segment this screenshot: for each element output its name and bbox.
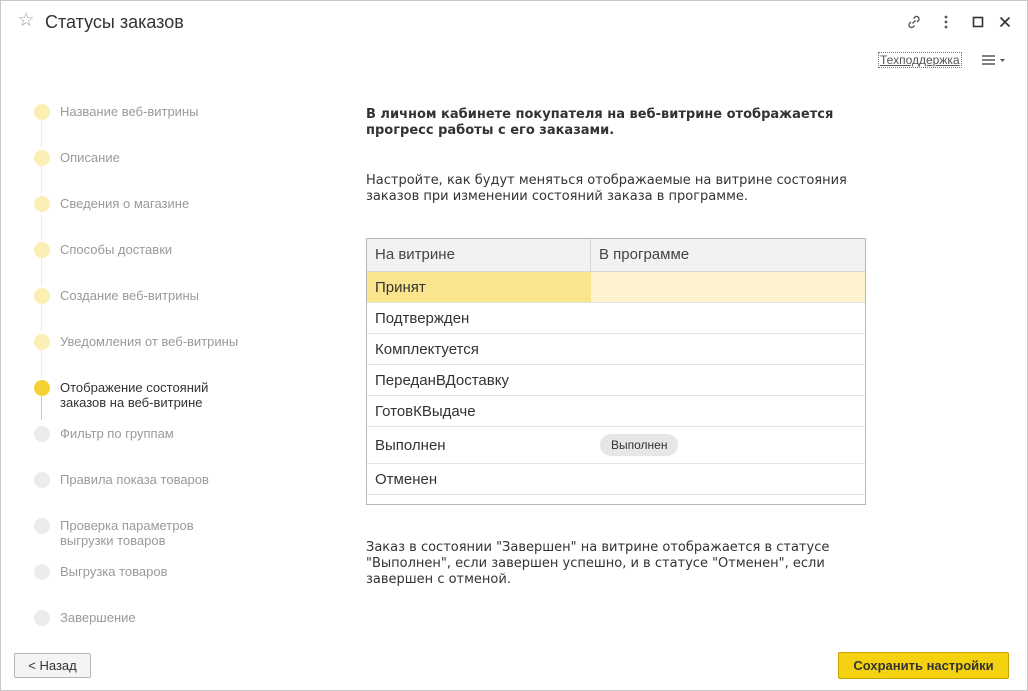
table-row[interactable] (367, 365, 865, 396)
table-row[interactable] (367, 396, 865, 427)
step-label[interactable]: Уведомления от веб-витрины (60, 334, 239, 349)
table-row[interactable] (367, 334, 865, 365)
step-connector (41, 396, 42, 420)
step-label-line: Проверка параметров (60, 518, 194, 533)
step-dot-done (34, 150, 50, 166)
program-status-cell[interactable] (591, 427, 865, 463)
intro-text: Настройте, как будут меняться отображаемые на витрине состояния заказов при изменении состояний заказа в программе. (366, 173, 847, 204)
program-status-cell[interactable] (591, 334, 865, 364)
step-label-current[interactable] (60, 380, 280, 410)
step-label-line: выгрузки товаров (60, 533, 166, 548)
program-status-cell[interactable] (591, 365, 865, 395)
storefront-status-cell[interactable]: Принят (367, 272, 591, 302)
support-link[interactable]: Техподдержка (880, 53, 960, 67)
step-dot-current (34, 380, 50, 396)
step-dot-pending (34, 564, 50, 580)
link-icon[interactable] (903, 11, 925, 33)
step-connector (41, 212, 42, 240)
step-dot-pending (34, 518, 50, 534)
step-label[interactable]: Правила показа товаров (60, 472, 209, 487)
table-row[interactable] (367, 464, 865, 495)
step-label-line: заказов на веб-витрине (60, 395, 203, 410)
status-mapping-table[interactable] (366, 238, 866, 505)
step-connector (41, 166, 42, 194)
program-status-chip[interactable]: Выполнен (600, 434, 678, 456)
step-dot-done (34, 196, 50, 212)
storefront-status-cell[interactable]: Отменен (375, 470, 438, 488)
storefront-status-cell[interactable]: Комплектуется (375, 340, 479, 358)
more-options-icon[interactable] (935, 11, 957, 33)
table-row[interactable] (367, 303, 865, 334)
storefront-status-cell[interactable]: Выполнен (375, 436, 446, 454)
program-status-cell[interactable] (591, 396, 865, 426)
column-header-storefront[interactable]: На витрине (367, 239, 591, 271)
program-status-cell[interactable] (591, 272, 865, 302)
step-label[interactable]: Название веб-витрины (60, 104, 199, 119)
step-label[interactable]: Завершение (60, 610, 136, 625)
step-label[interactable]: Создание веб-витрины (60, 288, 200, 303)
step-label[interactable]: Способы доставки (60, 242, 173, 257)
step-connector (41, 258, 42, 286)
close-icon[interactable] (994, 11, 1016, 33)
storefront-status-cell[interactable]: ПереданВДоставку (375, 371, 509, 389)
title-bar (1, 1, 1027, 43)
step-label[interactable]: Фильтр по группам (60, 426, 174, 441)
back-button[interactable]: < Назад (14, 653, 91, 678)
step-dot-done (34, 104, 50, 120)
storefront-status-cell[interactable]: Подтвержден (375, 309, 470, 327)
step-label-line: Отображение состояний (60, 380, 209, 395)
step-dot-pending (34, 610, 50, 626)
table-row[interactable] (367, 427, 865, 464)
step-connector (41, 350, 42, 378)
program-status-cell[interactable] (591, 303, 865, 333)
step-dot-pending (34, 426, 50, 442)
table-row-selected[interactable] (367, 272, 865, 303)
favorite-star-icon[interactable]: ☆ (17, 10, 35, 31)
step-label[interactable] (60, 518, 280, 548)
window-title: Статусы заказов (45, 12, 184, 32)
storefront-status-cell[interactable]: ГотовКВыдаче (375, 402, 476, 420)
step-connector (41, 304, 42, 332)
intro-heading: В личном кабинете покупателя на веб-витрине отображается прогресс работы с его заказами. (366, 107, 834, 138)
step-label[interactable]: Сведения о магазине (60, 196, 190, 211)
column-header-program[interactable]: В программе (599, 246, 690, 263)
step-dot-done (34, 242, 50, 258)
step-dot-done (34, 334, 50, 350)
menu-button[interactable] (980, 51, 1010, 69)
table-header (367, 239, 865, 272)
step-dot-done (34, 288, 50, 304)
step-dot-pending (34, 472, 50, 488)
footnote-text: Заказ в состоянии "Завершен" на витрине отображается в статусе "Выполнен", если завершен успешно, и в статусе "Отменен", если завершен с отменой. (366, 540, 830, 587)
step-label[interactable]: Описание (60, 150, 120, 165)
maximize-icon[interactable] (967, 11, 989, 33)
save-settings-button[interactable]: Сохранить настройки (838, 652, 1009, 679)
step-connector (41, 120, 42, 148)
step-label[interactable]: Выгрузка товаров (60, 564, 168, 579)
program-status-cell[interactable] (591, 464, 865, 494)
